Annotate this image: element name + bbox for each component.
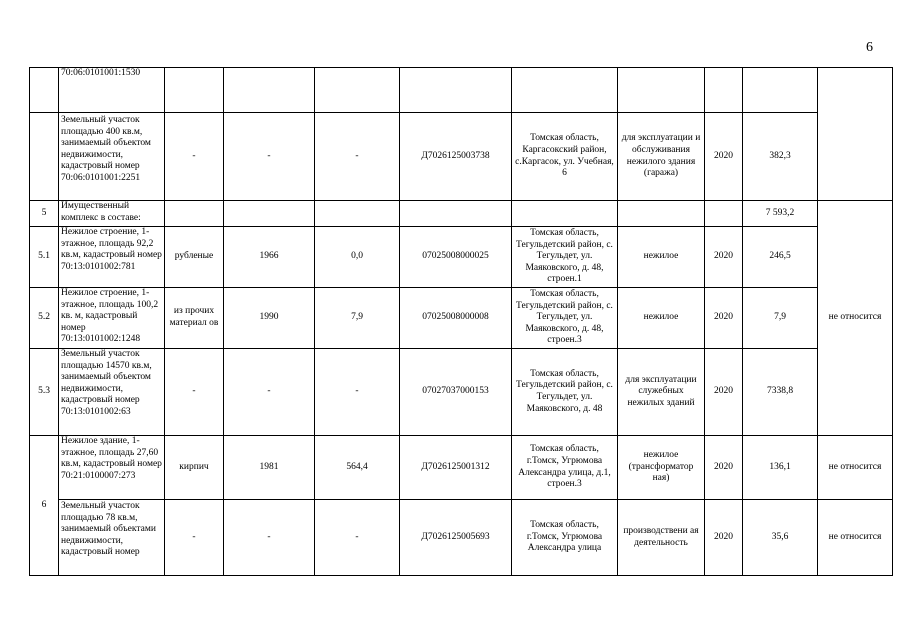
object-description: Имущественный комплекс в составе:	[59, 201, 165, 227]
wall-material	[165, 201, 224, 227]
address	[512, 68, 618, 113]
purpose	[618, 68, 705, 113]
address: Томская область, Тегульдетский район, с. Тегульдет, ул. Маяковского, д. 48	[512, 349, 618, 436]
registration-year: 2020	[705, 436, 743, 500]
purpose: для эксплуатации служебных нежилых зданий	[618, 349, 705, 436]
wall-material: -	[165, 500, 224, 576]
purpose: для эксплуатации и обслуживания нежилого здания (гаража)	[618, 113, 705, 201]
row-number: 5.3	[30, 349, 59, 436]
purpose: производствени ая деятельность	[618, 500, 705, 576]
row-number	[30, 68, 59, 113]
row-number: 5	[30, 201, 59, 227]
wall-material: из прочих материал ов	[165, 288, 224, 349]
row-number	[30, 113, 59, 201]
address	[512, 201, 618, 227]
object-description: Нежилое строение, 1-этажное, площадь 92,2 кв.м, кадастровый номер 70:13:0101002:781	[59, 227, 165, 288]
registration-year: 2020	[705, 288, 743, 349]
page-number: 6	[866, 40, 873, 55]
wall-material	[165, 68, 224, 113]
table-row	[30, 349, 893, 436]
wear-value: -	[315, 500, 400, 576]
build-year: -	[224, 349, 315, 436]
value: 246,5	[743, 227, 818, 288]
inventory-number: Д7026125003738	[400, 113, 512, 201]
wear-value	[315, 68, 400, 113]
object-description: 70:06:0101001:1530	[59, 68, 165, 113]
table-row	[30, 500, 893, 576]
wear-value: -	[315, 349, 400, 436]
wall-material: кирпич	[165, 436, 224, 500]
build-year: -	[224, 113, 315, 201]
inventory-number: Д7026125001312	[400, 436, 512, 500]
build-year: 1981	[224, 436, 315, 500]
registration-year	[705, 201, 743, 227]
object-description: Земельный участок площадью 78 кв.м, занимаемый объектами недвижимости, кадастровый номер	[59, 500, 165, 576]
value: 7 593,2	[743, 201, 818, 227]
wear-value: 0,0	[315, 227, 400, 288]
row-number: 6	[30, 436, 59, 576]
inventory-number	[400, 201, 512, 227]
value: 7338,8	[743, 349, 818, 436]
object-description: Нежилое здание, 1-этажное, площадь 27,60 кв.м, кадастровый номер 70:21:0100007:273	[59, 436, 165, 500]
property-table	[29, 67, 893, 576]
table-row	[30, 227, 893, 288]
wear-value	[315, 201, 400, 227]
wall-material: -	[165, 349, 224, 436]
build-year: 1966	[224, 227, 315, 288]
table-row	[30, 68, 893, 113]
build-year: -	[224, 500, 315, 576]
value: 35,6	[743, 500, 818, 576]
registration-year	[705, 68, 743, 113]
wear-value: -	[315, 113, 400, 201]
object-description: Нежилое строение, 1-этажное, площадь 100,2 кв. м, кадастровый номер 70:13:0101002:1248	[59, 288, 165, 349]
wear-value: 7,9	[315, 288, 400, 349]
build-year	[224, 68, 315, 113]
wall-material: -	[165, 113, 224, 201]
row-number: 5.1	[30, 227, 59, 288]
wear-value: 564,4	[315, 436, 400, 500]
purpose: нежилое (трансформатор ная)	[618, 436, 705, 500]
note-cell	[818, 68, 893, 201]
inventory-number: 07025008000008	[400, 288, 512, 349]
table-row	[30, 288, 893, 349]
address: Томская область, г.Томск, Угрюмова Александра улица, д.1, строен.3	[512, 436, 618, 500]
value: 136,1	[743, 436, 818, 500]
value: 382,3	[743, 113, 818, 201]
purpose: нежилое	[618, 227, 705, 288]
registration-year: 2020	[705, 500, 743, 576]
build-year: 1990	[224, 288, 315, 349]
value	[743, 68, 818, 113]
wall-material: рубленые	[165, 227, 224, 288]
purpose: нежилое	[618, 288, 705, 349]
table-row	[30, 436, 893, 500]
table-row	[30, 201, 893, 227]
row-number: 5.2	[30, 288, 59, 349]
inventory-number: 07025008000025	[400, 227, 512, 288]
table-row	[30, 113, 893, 201]
object-description: Земельный участок площадью 400 кв.м, занимаемый объектом недвижимости, кадастровый номер 70:06:0101001:2251	[59, 113, 165, 201]
purpose	[618, 201, 705, 227]
note-cell: не относится	[818, 436, 893, 500]
build-year	[224, 201, 315, 227]
address: Томская область, г.Томск, Угрюмова Александра улица	[512, 500, 618, 576]
object-description: Земельный участок площадью 14570 кв.м, занимаемый объектом недвижимости, кадастровый номер 70:13:0101002:63	[59, 349, 165, 436]
inventory-number: Д7026125005693	[400, 500, 512, 576]
address: Томская область, Тегульдетский район, с. Тегульдет, ул. Маяковского, д. 48, строен.3	[512, 288, 618, 349]
inventory-number: 07027037000153	[400, 349, 512, 436]
value: 7,9	[743, 288, 818, 349]
registration-year: 2020	[705, 349, 743, 436]
inventory-number	[400, 68, 512, 113]
address: Томская область, Тегульдетский район, с. Тегульдет, ул. Маяковского, д. 48, строен.1	[512, 227, 618, 288]
registration-year: 2020	[705, 113, 743, 201]
registration-year: 2020	[705, 227, 743, 288]
note-cell: не относится	[818, 500, 893, 576]
address: Томская область, Каргасокский район, с.Каргасок, ул. Учебная, 6	[512, 113, 618, 201]
note-cell: не относится	[818, 201, 893, 436]
